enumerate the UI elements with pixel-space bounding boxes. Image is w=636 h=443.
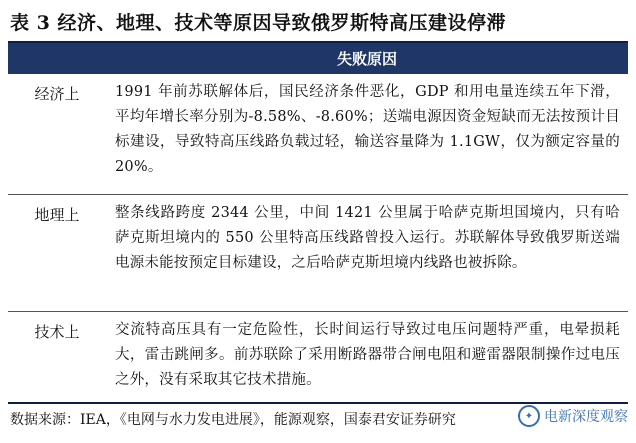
row-content: 交流特高压具有一定危险性，长时间运行导致过电压问题特严重，电晕损耗大，雷击跳闸多。前苏联除了采用断路器带合闸电阻和避雷器限制操作过电压之外，没有采取其它技术措施。 [115, 322, 620, 388]
row-content: 整条线路跨度 2344 公里，中间 1421 公里属于哈萨克斯坦国境内，只有哈萨克斯坦境内的 550 公里特高压线路曾投入运行。苏联解体导致俄罗斯送端电源未能按预定目标建设，之后哈萨克斯坦境内线路也被拆除。 [115, 205, 620, 271]
row-content: 1991 年前苏联解体后，国民经济条件恶化，GDP 和用电量连续五年下滑，平均年增长率分别为-8.58%、-8.60%；送端电源因资金短缺而无法按预计目标建设，导致特高压线路负载过轻，输送容量降为 1.1GW，仅为额定容量的 20%。 [115, 84, 620, 175]
table-title: 表 3 经济、地理、技术等原因导致俄罗斯特高压建设停滞 [10, 12, 506, 34]
table-header [8, 43, 628, 74]
row-label: 技术上 [34, 323, 80, 341]
watermark-text: 电新深度观察 [544, 409, 628, 425]
table-row-economic [8, 74, 628, 194]
table-row-technical [8, 312, 628, 402]
row-label: 经济上 [34, 85, 80, 103]
table-row-geographic [8, 195, 628, 311]
watermark [518, 405, 628, 427]
source-note: 数据来源：IEA，《电网与水力发电进展》，能源观察，国泰君安证券研究 [10, 412, 456, 428]
wechat-icon: ✦ [518, 405, 540, 427]
bottom-rule [8, 402, 628, 404]
row-label: 地理上 [34, 206, 80, 224]
header-cell: 失败原因 [336, 50, 397, 68]
